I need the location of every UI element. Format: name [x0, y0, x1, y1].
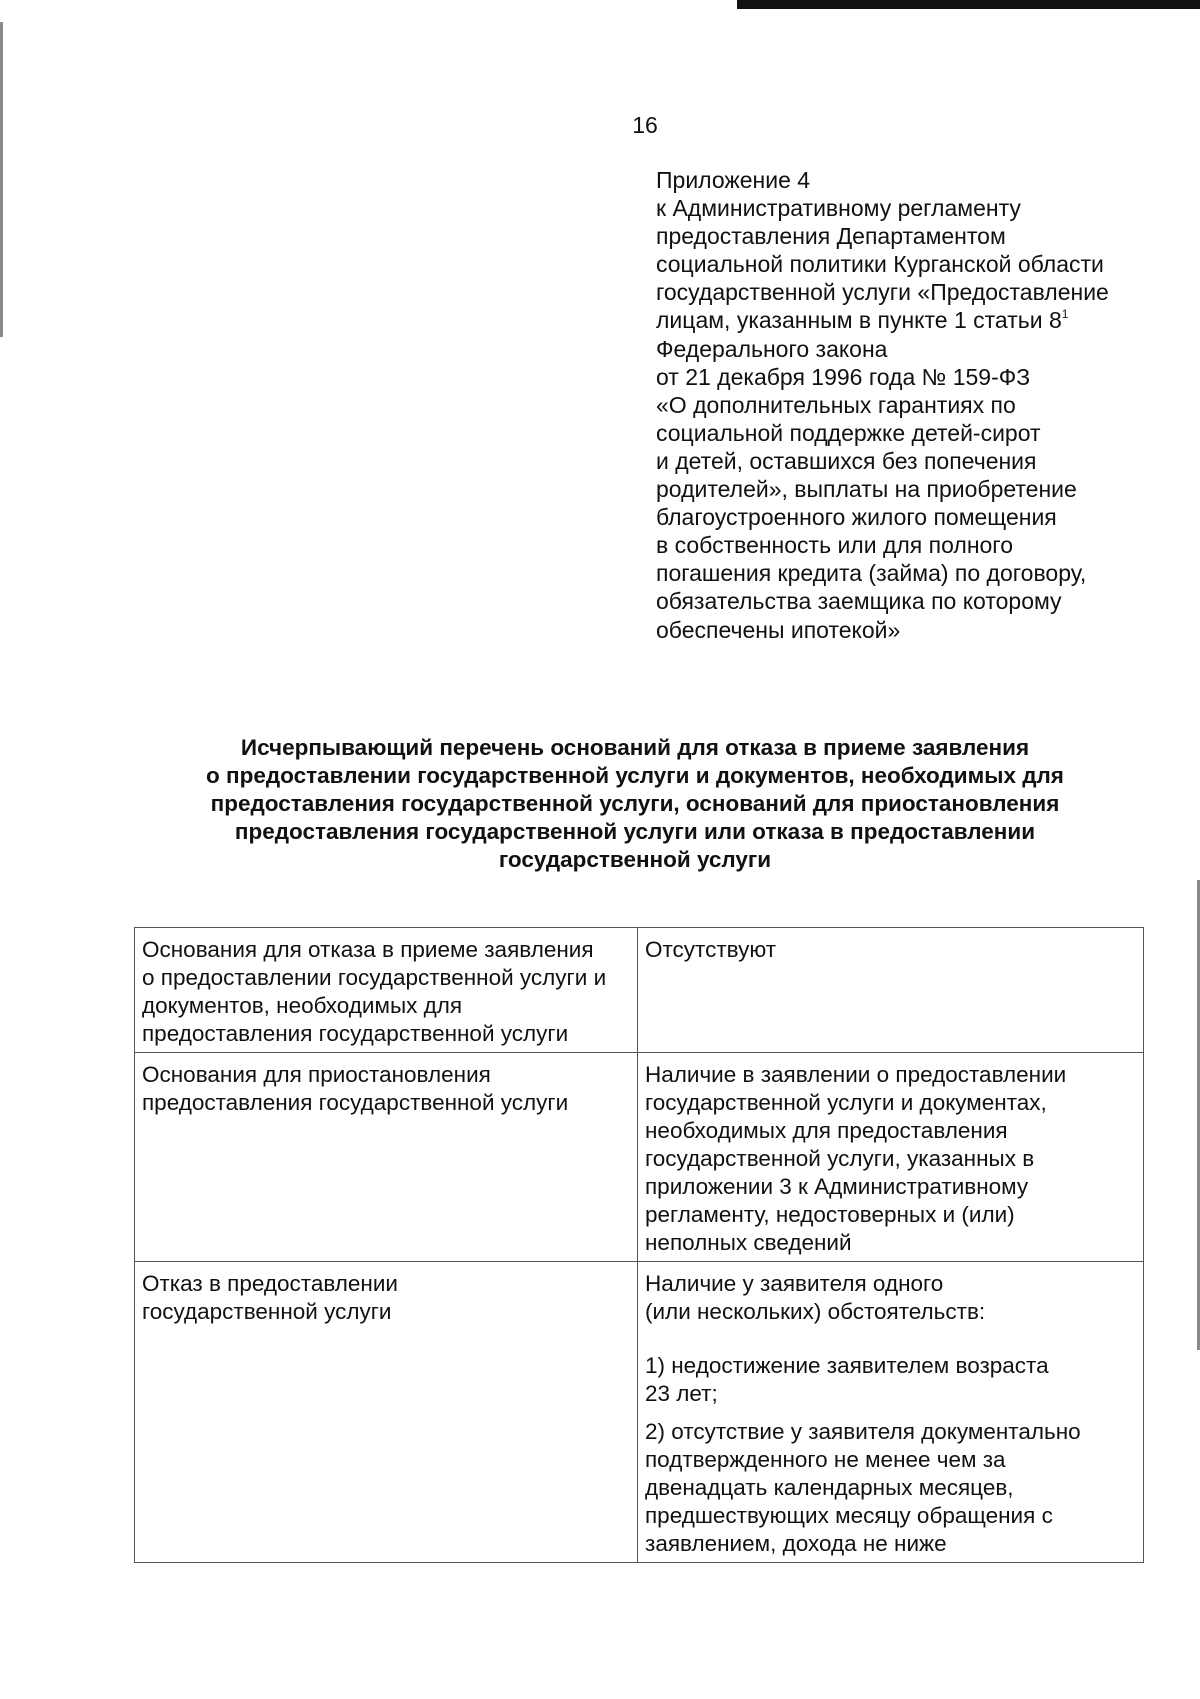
scan-edge-top	[737, 0, 1200, 9]
row-value-cell	[638, 1053, 1144, 1262]
cell-line: 23 лет;	[645, 1381, 718, 1406]
cell-line: (или нескольких) обстоятельств:	[645, 1299, 986, 1324]
cell-line: Отсутствуют	[645, 937, 777, 962]
appendix-line: благоустроенного жилого помещения	[656, 504, 1057, 531]
row-label-cell	[135, 1053, 638, 1262]
appendix-line: государственной услуги «Предоставление	[656, 279, 1109, 306]
appendix-line: обязательства заемщика по которому	[656, 588, 1062, 615]
cell-line: Наличие в заявлении о предоставлении	[645, 1062, 1067, 1087]
row-value-cell	[638, 1262, 1144, 1563]
row-label-cell	[135, 928, 638, 1053]
cell-line: предоставления государственной услуги	[142, 1021, 569, 1046]
appendix-line: лицам, указанным в пункте 1 статьи 8	[656, 307, 1062, 334]
row-label-cell	[135, 1262, 638, 1563]
appendix-header	[656, 166, 1176, 644]
appendix-line-with-superscript	[656, 306, 1176, 334]
cell-line: приложении 3 к Административному	[645, 1174, 1029, 1199]
cell-line: о предоставлении государственной услуги и	[142, 965, 607, 990]
cell-line: 1) недостижение заявителем возраста	[645, 1353, 1049, 1378]
appendix-line: и детей, оставшихся без попечения	[656, 447, 1037, 474]
appendix-line: родителей», выплаты на приобретение	[656, 476, 1077, 503]
cell-line: заявлением, дохода не ниже	[645, 1531, 947, 1556]
appendix-line: социальной поддержке детей-сирот	[656, 419, 1041, 446]
title-line: Исчерпывающий перечень оснований для отказа в приеме заявления	[240, 735, 1030, 760]
grounds-table	[134, 927, 1144, 1563]
appendix-line: предоставления Департаментом	[656, 223, 1006, 250]
appendix-line: обеспечены ипотекой»	[656, 616, 901, 643]
appendix-line: Приложение 4	[656, 167, 811, 193]
document-title	[100, 734, 1170, 874]
cell-line: Основания для отказа в приеме заявления	[142, 937, 594, 962]
table-row	[135, 1262, 1144, 1563]
cell-line: Наличие у заявителя одного	[645, 1271, 944, 1296]
appendix-line: к Административному регламенту	[656, 195, 1021, 222]
cell-line: необходимых для предоставления	[645, 1118, 1008, 1143]
table-row	[135, 1053, 1144, 1262]
appendix-line: от 21 декабря 1996 года № 159-ФЗ	[656, 363, 1031, 390]
title-line: государственной услуги	[498, 847, 772, 872]
title-line: предоставления государственной услуги или отказа в предоставлении	[234, 819, 1036, 844]
appendix-line: «О дополнительных гарантиях по	[656, 391, 1016, 418]
cell-line: Основания для приостановления	[142, 1062, 491, 1087]
cell-line: государственной услуги	[142, 1299, 392, 1324]
appendix-line: в собственность или для полного	[656, 532, 1013, 559]
paragraph-gap	[645, 1408, 1135, 1418]
cell-line: регламенту, недостоверных и (или)	[645, 1202, 1015, 1227]
title-line: о предоставлении государственной услуги и документов, необходимых для	[206, 763, 1064, 788]
appendix-line: социальной политики Курганской области	[656, 251, 1104, 278]
appendix-line: Федерального закона	[656, 335, 888, 362]
cell-line: неполных сведений	[645, 1230, 852, 1255]
title-line: предоставления государственной услуги, оснований для приостановления	[210, 791, 1060, 816]
cell-line: Отказ в предоставлении	[142, 1271, 398, 1296]
cell-line: подтвержденного не менее чем за	[645, 1447, 1006, 1472]
cell-line: 2) отсутствие у заявителя документально	[645, 1419, 1081, 1444]
appendix-line: погашения кредита (займа) по договору,	[656, 560, 1087, 587]
cell-line: государственной услуги и документах,	[645, 1090, 1047, 1115]
cell-line: предшествующих месяцу обращения с	[645, 1503, 1053, 1528]
row-value-cell	[638, 928, 1144, 1053]
paragraph-gap	[645, 1326, 1135, 1352]
scan-edge-left	[0, 22, 3, 337]
cell-line: документов, необходимых для	[142, 993, 463, 1018]
table-row	[135, 928, 1144, 1053]
cell-line: двенадцать календарных месяцев,	[645, 1475, 1014, 1500]
article-superscript: 1	[1061, 307, 1069, 322]
page-number: 16	[632, 112, 658, 138]
cell-line: предоставления государственной услуги	[142, 1090, 569, 1115]
cell-line: государственной услуги, указанных в	[645, 1146, 1035, 1171]
